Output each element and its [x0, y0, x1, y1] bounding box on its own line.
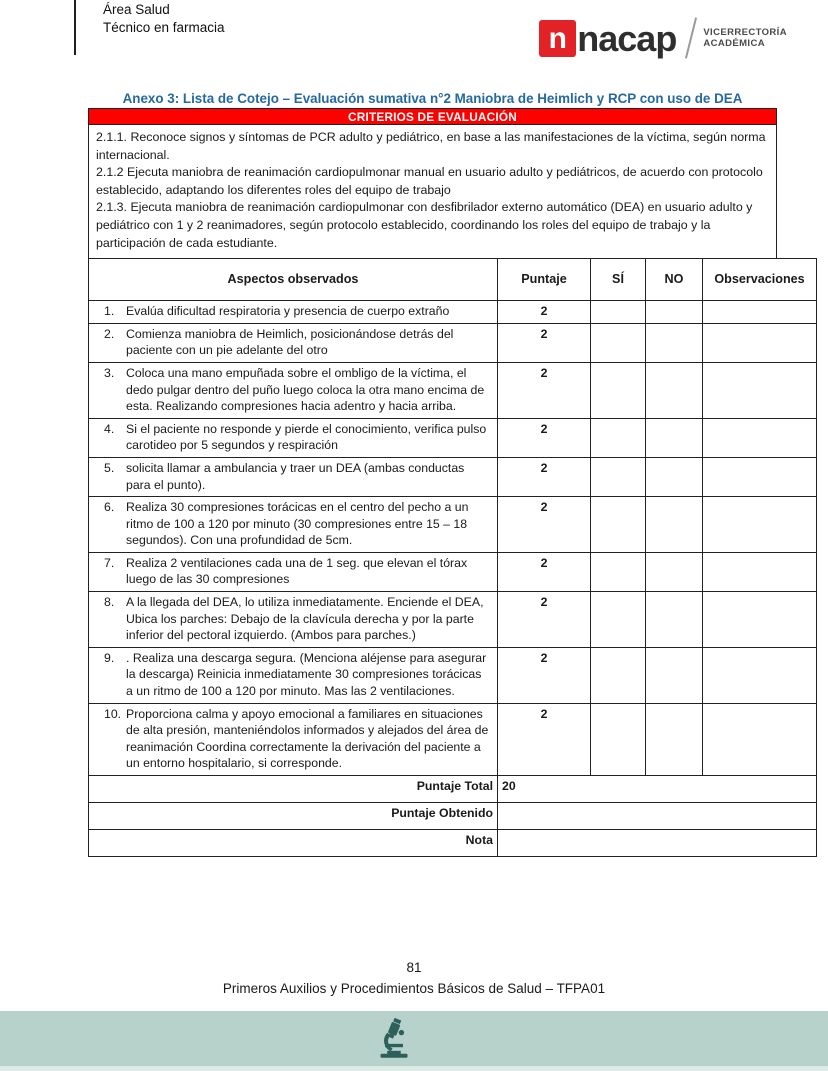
nota-label: Nota — [89, 830, 498, 857]
nota-value — [498, 830, 817, 857]
logo-divider — [685, 17, 697, 58]
obs-cell — [703, 647, 817, 703]
si-cell — [591, 362, 646, 418]
col-header-si: SÍ — [591, 259, 646, 301]
row-text: Si el paciente no responde y pierde el conocimiento, verifica pulso carotideo por 5 segundos y respiración — [126, 421, 487, 453]
course-name: Primeros Auxilios y Procedimientos Básicos de Salud – TFPA01 — [222, 981, 606, 996]
puntaje-cell: 2 — [498, 362, 591, 418]
puntaje-total-value: 20 — [498, 776, 817, 803]
row-number: 4. — [104, 421, 115, 436]
row-text: Realiza 2 ventilaciones cada una de 1 seg. que elevan el tórax luego de las 30 compresiones — [126, 555, 468, 587]
header-area-label: Área Salud — [103, 2, 170, 17]
puntaje-cell: 2 — [498, 703, 591, 775]
no-cell — [646, 418, 703, 457]
row-number: 10. — [104, 706, 122, 721]
logo-wordmark: nacap — [577, 17, 677, 59]
microscope-icon — [376, 1015, 412, 1061]
footer-band-strip — [0, 1066, 828, 1071]
page-number: 81 — [406, 960, 422, 975]
obs-cell — [703, 592, 817, 648]
row-number: 2. — [104, 326, 115, 341]
obs-cell — [703, 552, 817, 591]
page-title: Anexo 3: Lista de Cotejo – Evaluación sumativa n°2 Maniobra de Heimlich y RCP con uso de DEA — [122, 91, 743, 106]
logo-letter: n — [548, 21, 567, 55]
puntaje-cell: 2 — [498, 418, 591, 457]
si-cell — [591, 647, 646, 703]
row-number: 6. — [104, 500, 115, 515]
col-header-aspectos: Aspectos observados — [89, 259, 498, 301]
row-text: Coloca una mano empuñada sobre el ombligo de la víctima, el dedo pulgar dentro del puño luego coloca la otra mano encima de esta. Realizando compresiones hacia adentro y hacia arriba. — [126, 365, 485, 414]
table-row — [89, 552, 817, 591]
obs-cell — [703, 457, 817, 496]
logo-subtitle — [703, 27, 787, 49]
criteria-text — [88, 125, 777, 259]
nota-row — [89, 830, 817, 857]
no-cell — [646, 592, 703, 648]
puntaje-cell: 2 — [498, 323, 591, 362]
logo-subtitle-line1: VICERRECTORÍA — [703, 27, 787, 38]
page-footer — [0, 957, 828, 999]
obs-cell — [703, 323, 817, 362]
row-number: 9. — [104, 650, 115, 665]
evaluation-block — [88, 108, 805, 857]
table-row — [89, 703, 817, 775]
row-text: Realiza 30 compresiones torácicas en el centro del pecho a un ritmo de 100 a 120 por minuto (30 compresiones entre 15 – 18 segundos). Con una profundidad de 5cm. — [126, 500, 469, 548]
si-cell — [591, 457, 646, 496]
puntaje-obtenido-row — [89, 803, 817, 830]
logo-subtitle-line2: ACADÉMICA — [703, 38, 765, 49]
row-text: Proporciona calma y apoyo emocional a familiares en situaciones de alta presión, manteniéndolos informados y alejados del área de reanimación Coordina correctamente la derivación del paciente a un entorno hospitalario, si corresponde. — [126, 706, 489, 771]
si-cell — [591, 552, 646, 591]
table-row — [89, 418, 817, 457]
no-cell — [646, 647, 703, 703]
obs-cell — [703, 418, 817, 457]
puntaje-cell: 2 — [498, 301, 591, 324]
no-cell — [646, 497, 703, 553]
no-cell — [646, 362, 703, 418]
row-text: A la llegada del DEA, lo utiliza inmediatamente. Enciende el DEA, Ubica los parches: Debajo de la clavícula derecha y por la parte inferior del pectoral izquierdo. (Ambos para parches.) — [126, 595, 484, 643]
page-edge-line — [74, 0, 76, 55]
si-cell — [591, 301, 646, 324]
puntaje-cell: 2 — [498, 497, 591, 553]
table-row — [89, 592, 817, 648]
row-number: 8. — [104, 595, 115, 610]
table-row — [89, 647, 817, 703]
table-row — [89, 323, 817, 362]
puntaje-cell: 2 — [498, 592, 591, 648]
no-cell — [646, 457, 703, 496]
criterion-1: 2.1.1. Reconoce signos y síntomas de PCR adulto y pediátrico, en base a las manifestaciones de la víctima, según norma internacional. — [96, 130, 766, 162]
no-cell — [646, 703, 703, 775]
col-header-no: NO — [646, 259, 703, 301]
footer-band — [0, 1011, 828, 1066]
puntaje-cell: 2 — [498, 552, 591, 591]
si-cell — [591, 323, 646, 362]
row-text: Evalúa dificultad respiratoria y presencia de cuerpo extraño — [126, 304, 450, 319]
row-text: Comienza maniobra de Heimlich, posicionándose detrás del paciente con un pie adelante del otro — [126, 326, 454, 358]
puntaje-total-label: Puntaje Total — [89, 776, 498, 803]
checklist-table — [88, 258, 817, 857]
no-cell — [646, 552, 703, 591]
si-cell — [591, 497, 646, 553]
obs-cell — [703, 497, 817, 553]
table-row — [89, 497, 817, 553]
obs-cell — [703, 301, 817, 324]
header-program-label: Técnico en farmacia — [103, 20, 225, 35]
no-cell — [646, 301, 703, 324]
puntaje-obtenido-label: Puntaje Obtenido — [89, 803, 498, 830]
obs-cell — [703, 362, 817, 418]
document-header — [103, 1, 225, 37]
row-text: solicita llamar a ambulancia y traer un DEA (ambas conductas para el punto). — [126, 460, 465, 492]
si-cell — [591, 418, 646, 457]
table-header-row — [89, 259, 817, 301]
si-cell — [591, 592, 646, 648]
criterion-3: 2.1.3. Ejecuta maniobra de reanimación cardiopulmonar con desfibrilador externo automático (DEA) en usuario adulto y pediátrico con 1 y 2 reanimadores, según protocolo establecido, coordinando los roles del equipo de trabajo y la participación de cada estudiante. — [96, 200, 753, 250]
puntaje-obtenido-value — [498, 803, 817, 830]
row-number: 5. — [104, 460, 115, 475]
row-text: . Realiza una descarga segura. (Menciona aléjense para asegurar la descarga) Reinicia inmediatamente 30 compresiones torácicas a un ritmo de 100 a 120 por minuto. Mas las 2 ventilaciones. — [126, 650, 487, 699]
inacap-logo-icon — [539, 20, 576, 57]
puntaje-cell: 2 — [498, 457, 591, 496]
table-row — [89, 457, 817, 496]
row-number: 1. — [104, 304, 115, 319]
obs-cell — [703, 703, 817, 775]
row-number: 7. — [104, 555, 115, 570]
col-header-observaciones: Observaciones — [703, 259, 817, 301]
inacap-logo — [539, 13, 787, 63]
table-row — [89, 362, 817, 418]
row-number: 3. — [104, 365, 115, 380]
si-cell — [591, 703, 646, 775]
table-row — [89, 301, 817, 324]
puntaje-cell: 2 — [498, 647, 591, 703]
col-header-puntaje: Puntaje — [498, 259, 591, 301]
criterion-2: 2.1.2 Ejecuta maniobra de reanimación cardiopulmonar manual en usuario adulto y pediátricos, de acuerdo con protocolo establecido, adaptando los diferentes roles del equipo de trabajo — [96, 165, 763, 197]
no-cell — [646, 323, 703, 362]
criteria-banner: CRITERIOS DE EVALUACIÓN — [88, 108, 777, 125]
puntaje-total-row — [89, 776, 817, 803]
